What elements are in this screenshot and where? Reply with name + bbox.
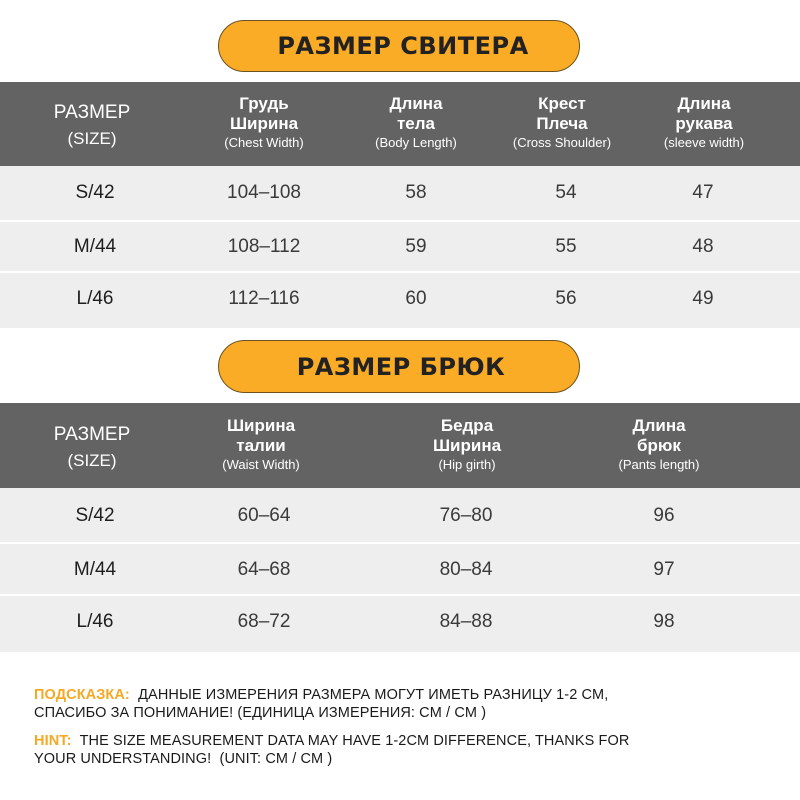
pants-size-title: РАЗМЕР БРЮК: [296, 352, 506, 381]
header-body-length: Длина тела (Body Length): [375, 94, 457, 151]
pants-table-header: [0, 403, 800, 488]
header-pants-length: Длина брюк (Pants length): [618, 416, 700, 473]
table-row: L/46 68–72 84–88 98: [0, 594, 800, 652]
header-waist-width: Ширина талии (Waist Width): [222, 416, 300, 473]
header-chest-width: Грудь Ширина (Chest Width): [224, 94, 304, 151]
table-row: L/46 112–116 60 56 49: [0, 271, 800, 328]
pants-size-banner: [218, 340, 580, 393]
header-size: РАЗМЕР (SIZE): [53, 102, 131, 148]
header-hip-girth: Бедра Ширина (Hip girth): [432, 416, 502, 473]
hint-text-ru: ДАННЫЕ ИЗМЕРЕНИЯ РАЗМЕРА МОГУТ ИМЕТЬ РАЗНИЦУ 1-2 CM,: [138, 687, 609, 703]
table-row: S/42 60–64 76–80 96: [0, 488, 800, 543]
table-row: M/44 64–68 80–84 97: [0, 542, 800, 595]
hint-label-ru: ПОДСКАЗКА:: [34, 687, 130, 703]
header-cross-shoulder: Крест Плеча (Cross Shoulder): [512, 94, 612, 151]
hint-text-en-line2: YOUR UNDERSTANDING! (UNIT: CM / CM ): [34, 751, 333, 767]
sweater-size-banner: [218, 20, 580, 72]
hint-english: [34, 732, 784, 768]
header-sleeve-width: Длина рукава (sleeve width): [663, 94, 745, 151]
hint-russian: [34, 686, 784, 722]
hint-text-ru-line2: СПАСИБО ЗА ПОНИМАНИЕ! (ЕДИНИЦА ИЗМЕРЕНИЯ: CM / CM ): [34, 705, 487, 721]
header-size: РАЗМЕР (SIZE): [53, 424, 131, 470]
table-row: M/44 108–112 59 55 48: [0, 220, 800, 272]
table-row: S/42 104–108 58 54 47: [0, 166, 800, 220]
sweater-size-title: РАЗМЕР СВИТЕРА: [277, 32, 529, 60]
hint-text-en: THE SIZE MEASUREMENT DATA MAY HAVE 1-2CM DIFFERENCE, THANKS FOR: [79, 733, 630, 749]
hint-label-en: HINT:: [34, 733, 72, 749]
sweater-table-header: [0, 82, 800, 166]
